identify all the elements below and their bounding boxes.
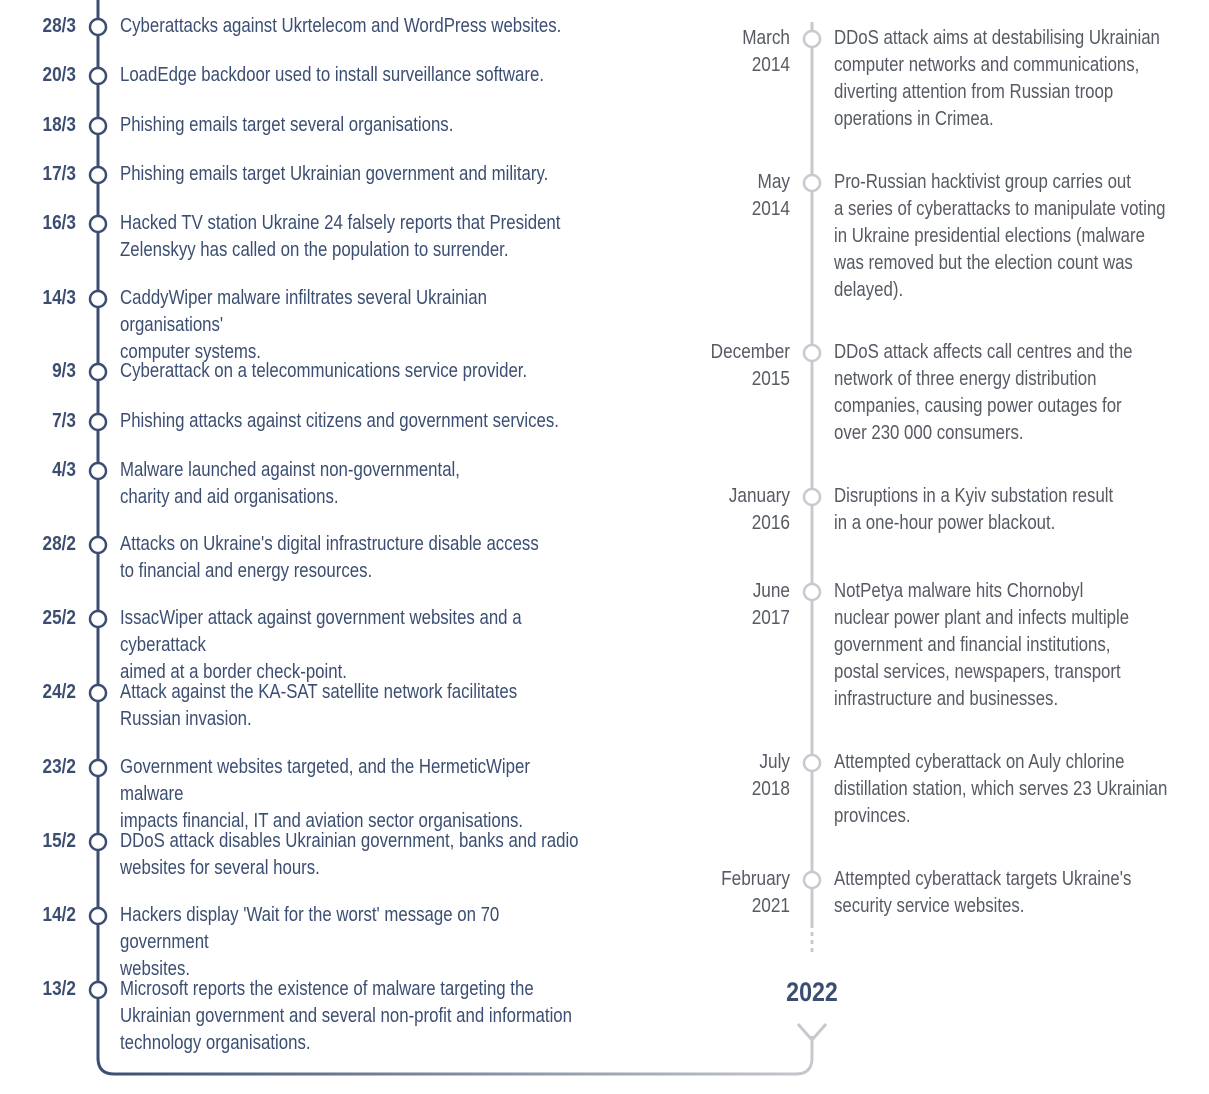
left-event-text: Phishing emails target several organisations.	[120, 114, 454, 136]
right-event-date: January 2016	[728, 485, 790, 534]
left-event-date: 28/3	[42, 15, 76, 37]
right-event-text: DDoS attack affects call centres and the network of three energy distribution companies, causing power outages for over 230 000 consumers.	[834, 341, 1133, 444]
left-event-text: Microsoft reports the existence of malware targeting the Ukrainian government and several non-profit and information technology organisations.	[120, 978, 572, 1054]
right-event-node-icon	[804, 872, 820, 888]
left-event-text: Government websites targeted, and the HermeticWiper malware impacts financial, IT and aviation sector organisations.	[120, 756, 530, 832]
right-event-date: December 2015	[710, 341, 790, 390]
right-event-date: June 2017	[751, 580, 790, 629]
left-event-node-icon	[90, 611, 106, 627]
right-event-node-icon	[804, 755, 820, 771]
left-event-date: 25/2	[42, 607, 76, 629]
left-event-text: Attack against the KA-SAT satellite network facilitates Russian invasion.	[120, 681, 518, 730]
left-event-node-icon	[90, 167, 106, 183]
left-event-text: Phishing emails target Ukrainian government and military.	[120, 163, 549, 185]
left-event-node-icon	[90, 982, 106, 998]
left-event-date: 23/2	[42, 756, 76, 778]
bottom-connector	[98, 1058, 812, 1074]
right-event-text: DDoS attack aims at destabilising Ukrainian computer networks and communications, diverting attention from Russian troop operations in Crimea.	[834, 27, 1160, 130]
left-event-date: 14/3	[42, 287, 76, 309]
left-event-node-icon	[90, 463, 106, 479]
left-event-node-icon	[90, 68, 106, 84]
right-event-text: NotPetya malware hits Chornobyl nuclear power plant and infects multiple government and financial institutions, postal services, newspapers, transport infrastructure and businesses.	[834, 580, 1130, 710]
left-event-node-icon	[90, 364, 106, 380]
left-event-node-icon	[90, 118, 106, 134]
left-event-date: 18/3	[42, 114, 76, 136]
left-event-text: LoadEdge backdoor used to install surveillance software.	[120, 64, 544, 86]
left-event-node-icon	[90, 685, 106, 701]
left-event-node-icon	[90, 537, 106, 553]
left-event-text: Hackers display 'Wait for the worst' message on 70 government websites.	[120, 904, 500, 980]
left-event-text: Attacks on Ukraine's digital infrastructure disable access to financial and energy resources.	[120, 533, 539, 582]
left-event-date: 28/2	[42, 533, 76, 555]
left-event-text: DDoS attack disables Ukrainian government, banks and radio websites for several hours.	[120, 830, 579, 879]
right-event-text: Attempted cyberattack targets Ukraine's security service websites.	[834, 868, 1132, 917]
left-event-node-icon	[90, 414, 106, 430]
right-event-date: July 2018	[751, 751, 790, 800]
right-event-node-icon	[804, 175, 820, 191]
right-event-date: February 2021	[721, 868, 790, 917]
left-event-date: 16/3	[42, 212, 76, 234]
left-event-date: 17/3	[42, 163, 76, 185]
right-event-text: Pro-Russian hacktivist group carries out a series of cyberattacks to manipulate voting in Ukraine presidential elections (malware was removed but the election count was delayed).	[834, 171, 1166, 301]
left-event-text: CaddyWiper malware infiltrates several Ukrainian organisations' computer systems.	[120, 287, 487, 363]
left-event-text: Cyberattacks against Ukrtelecom and WordPress websites.	[120, 15, 562, 37]
right-event-node-icon	[804, 584, 820, 600]
year-2022-label: 2022	[786, 977, 838, 1007]
left-event-text: Phishing attacks against citizens and government services.	[120, 410, 559, 432]
right-event-node-icon	[804, 31, 820, 47]
left-event-node-icon	[90, 834, 106, 850]
left-event-node-icon	[90, 216, 106, 232]
left-event-date: 14/2	[42, 904, 76, 926]
left-event-node-icon	[90, 908, 106, 924]
right-event-node-icon	[804, 489, 820, 505]
left-event-text: Cyberattack on a telecommunications service provider.	[120, 360, 528, 382]
left-event-text: Hacked TV station Ukraine 24 falsely reports that President Zelenskyy has called on the population to surrender.	[120, 212, 561, 261]
left-event-date: 9/3	[52, 360, 76, 382]
right-event-text: Disruptions in a Kyiv substation result in a one-hour power blackout.	[834, 485, 1114, 534]
right-event-text: Attempted cyberattack on Auly chlorine distillation station, which serves 23 Ukrainian provinces.	[834, 751, 1168, 827]
left-event-text: Malware launched against non-governmental, charity and aid organisations.	[120, 459, 460, 508]
left-event-node-icon	[90, 19, 106, 35]
left-event-date: 7/3	[52, 410, 76, 432]
left-event-date: 13/2	[42, 978, 76, 1000]
left-event-date: 20/3	[42, 64, 76, 86]
left-event-date: 4/3	[52, 459, 76, 481]
left-event-text: IssacWiper attack against government websites and a cyberattack aimed at a border check-point.	[120, 607, 522, 683]
left-event-date: 15/2	[42, 830, 76, 852]
left-event-date: 24/2	[42, 681, 76, 703]
left-event-node-icon	[90, 760, 106, 776]
right-event-date: May 2014	[751, 171, 790, 220]
right-event-date: March 2014	[742, 27, 790, 76]
left-event-node-icon	[90, 291, 106, 307]
right-event-node-icon	[804, 345, 820, 361]
